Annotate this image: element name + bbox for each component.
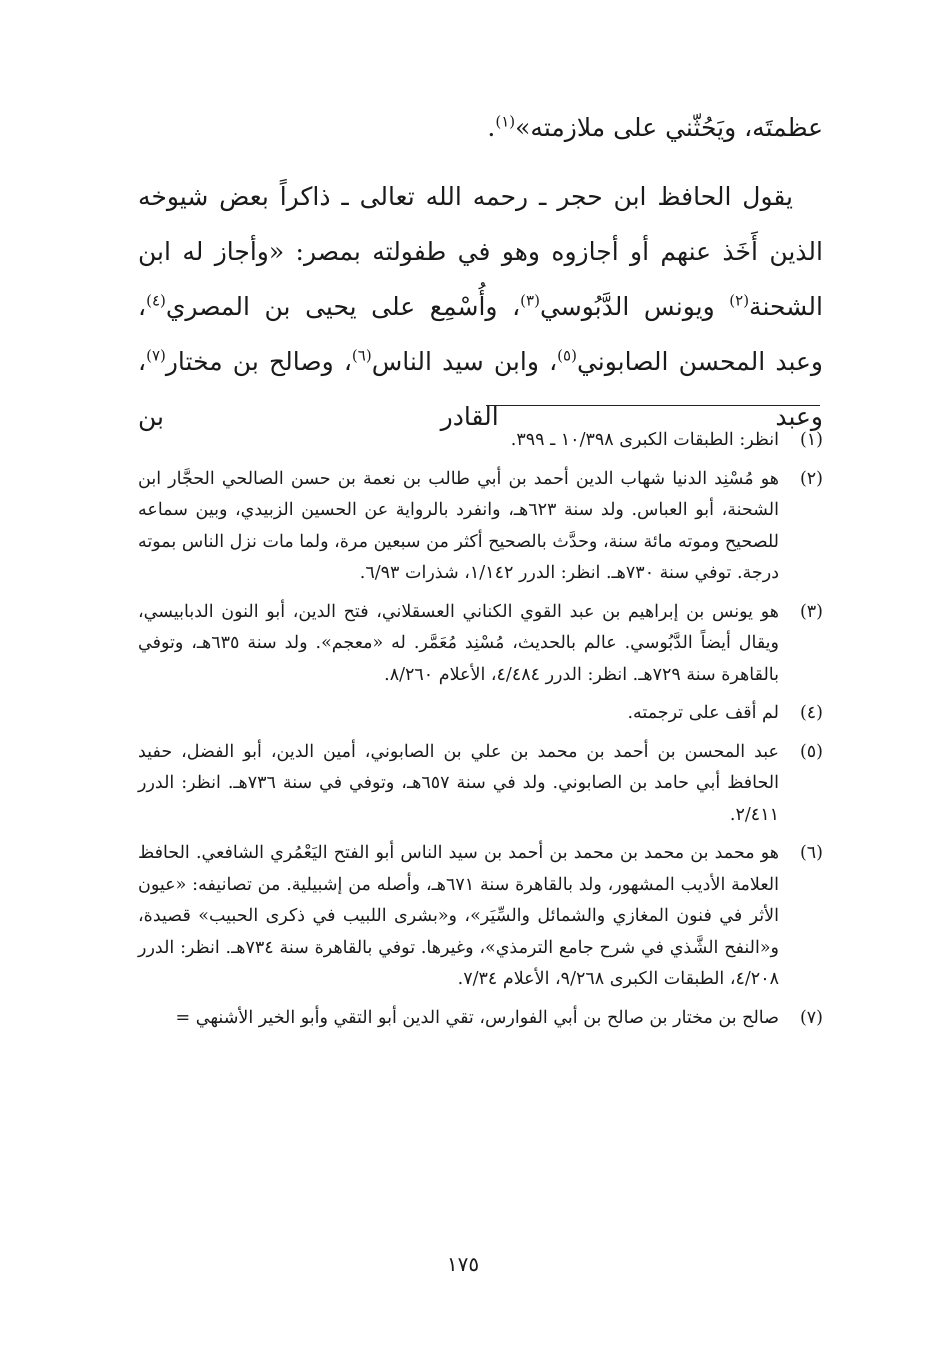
footnote-ref-7[interactable]: (٧)	[146, 346, 166, 365]
footnote-1	[138, 425, 823, 457]
paragraph-2-text-3: ، وأُسْمِع على يحيى بن المصري	[165, 292, 521, 321]
footnote-6	[138, 838, 823, 996]
footnote-5	[138, 737, 823, 832]
footnote-2	[138, 464, 823, 590]
main-paragraph-2	[138, 169, 823, 444]
footnote-text: لم أقف على ترجمته.	[627, 703, 779, 723]
paragraph-2-text-6: ، وصالح بن مختار	[165, 347, 352, 376]
footnote-ref-5[interactable]: (٥)	[557, 346, 577, 365]
footnote-text: هو يونس بن إبراهيم بن عبد القوي الكناني العسقلاني، فتح الدين، أبو النون الدبابيسي، ويقال أيضاً الدَّبُوسي. عالم بالحديث، مُسْنِد مُعَمَّر. له «معجم». ولد سنة ٦٣٥هـ، وتوفي بالقاهرة سنة ٧٢٩هـ. انظر: الدرر ٤/٤٨٤، الأعلام ٨/٢٦٠.	[138, 601, 779, 685]
main-text	[138, 100, 823, 444]
footnote-number: (١)	[799, 430, 823, 450]
main-paragraph-1	[138, 100, 823, 155]
footnote-ref-4[interactable]: (٤)	[146, 291, 166, 310]
paragraph-2-text-5: ، وابن سيد الناس	[371, 347, 558, 376]
footnote-7	[138, 1003, 823, 1035]
page-number: ١٧٥	[446, 1252, 480, 1276]
footnote-text: عبد المحسن بن أحمد بن محمد بن علي بن الصابوني، أمين الدين، أبو الفضل، حفيد الحافظ أبي حامد بن الصابوني. ولد في سنة ٦٥٧هـ، وتوفي في سنة ٧٣٦هـ. انظر: الدرر ٢/٤١١.	[138, 741, 779, 825]
paragraph-1-end: .	[487, 113, 496, 142]
footnote-number: (٤)	[799, 703, 823, 723]
footnote-text: هو مُسْنِد الدنيا شهاب الدين أحمد بن أبي طالب بن نعمة بن حسن الصالحي الحجَّار ابن الشحنة، أبو العباس. ولد سنة ٦٢٣هـ، وانفرد بالرواية عن الحسين الزبيدي، وبين سماعه للصحيح وموته مائة سنة، وحدَّث بالصحيح أكثر من سبعين مرة، ولما مات نزل الناس بموته درجة. توفي سنة ٧٣٠هـ. انظر: الدرر ١/١٤٢، شذرات ٦/٩٣.	[138, 468, 779, 583]
footnote-number: (٦)	[799, 843, 823, 863]
footnote-number: (٧)	[799, 1007, 823, 1028]
footnote-number: (٢)	[799, 468, 823, 489]
footnote-ref-2[interactable]: (٢)	[729, 291, 750, 310]
footnote-text: صالح بن مختار بن صالح بن أبي الفوارس، تقي الدين أبو التقي وأبو الخير الأشنهي =	[175, 1007, 779, 1028]
paragraph-1-text: عظمتَه، ويَحُثّني على ملازمته»	[515, 113, 823, 142]
footnote-text: انظر: الطبقات الكبرى ١٠/٣٩٨ ـ ٣٩٩.	[510, 430, 779, 450]
footnotes	[138, 425, 823, 1041]
paragraph-2-text-1: يقول الحافظ ابن حجر ـ رحمه الله تعالى ـ ذاكراً بعض شيوخه الذين أَخَذ عنهم أو أجازوه وهو في طفولته بمصر: «وأجاز له ابن الشحنة	[138, 182, 823, 321]
footnote-4	[138, 698, 823, 730]
footnote-number: (٥)	[799, 741, 823, 762]
footnote-separator	[486, 405, 820, 406]
paragraph-2-text-2: ويونس الدَّبُوسي	[539, 292, 730, 321]
footnote-3	[138, 597, 823, 692]
footnote-number: (٣)	[799, 601, 823, 622]
paragraph-2-text-7: ، وعبد القادر بن	[138, 347, 823, 431]
footnote-ref-6[interactable]: (٦)	[351, 346, 372, 365]
paragraph-2-text-4: ، وعبد المحسن الصابوني	[138, 292, 823, 376]
footnote-ref-1[interactable]: (١)	[495, 112, 516, 131]
footnote-ref-3[interactable]: (٣)	[520, 291, 540, 310]
footnote-text: هو محمد بن محمد بن محمد بن أحمد بن سيد الناس أبو الفتح اليَعْمُري الشافعي. الحافظ العلامة الأديب المشهور، ولد بالقاهرة سنة ٦٧١هـ، وأصله من إشبيلية. من تصانيفه: «عيون الأثر في فنون المغازي والشمائل والسِّيَر»، و«بشرى اللبيب في ذكرى الحبيب» قصيدة، و«النفح الشَّذي في شرح جامع الترمذي»، وغيرها. توفي بالقاهرة سنة ٧٣٤هـ. انظر: الدرر ٤/٢٠٨، الطبقات الكبرى ٩/٢٦٨، الأعلام ٧/٣٤.	[138, 843, 780, 989]
